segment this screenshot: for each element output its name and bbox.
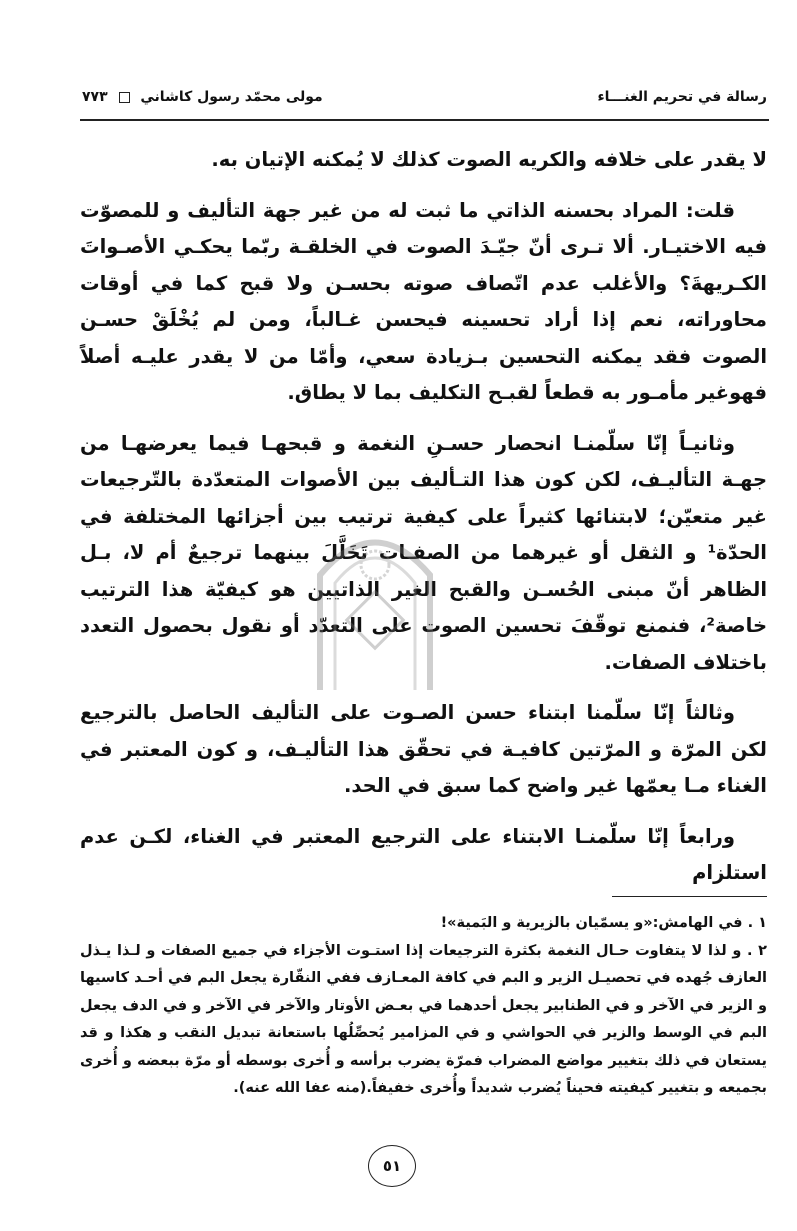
author-name: مولى محمّد رسول كاشاني xyxy=(140,89,323,105)
footnotes xyxy=(80,910,767,1103)
footnote-number: ٢ xyxy=(758,942,767,959)
header-divider xyxy=(80,119,769,121)
main-text xyxy=(80,142,767,892)
running-header xyxy=(82,82,767,112)
paragraph-text: لا يقدر على خلافه والكريه الصوت كذلك لا يُمكنه الإتيان به. xyxy=(211,148,767,171)
paragraph xyxy=(80,193,767,412)
book-title: رسالة في تحريم الغنـــاء xyxy=(597,89,767,105)
paragraph xyxy=(80,695,767,805)
footnote-divider xyxy=(612,896,767,897)
volume-page-number: ٧٧٣ xyxy=(82,89,108,105)
footnote xyxy=(80,938,767,1103)
paragraph-text: المراد بحسنه الذاتي ما ثبت له من غير جهة التأليف و للمصوّت فيه الاختيـار. ألا تـرى أنّ جيّـدَ الصوت في الخلقـة ربّما يحكـي الأصـواتَ الكـريهةَ؟ والأغلب عدم اتّصاف صوته بحسـن ولا قبح كما في أوقات محاوراته، نعم إذا أراد تحسينه فيحسن غـالباً، ومن لم يُخْلَقْ حسـن الصوت فقد يمكنه التحسين بـزيادة سعي، وأمّا من لا يقدر عليـه أصلاً فهوغير مأمـور به قطعاً لقبـح التكليف بما لا يطاق. xyxy=(80,198,767,404)
paragraph-text: ورابعاً إنّا سلّمنـا الابتناء على الترجيع المعتبر في الغناء، لكـن عدم استلزام xyxy=(80,824,767,884)
author-and-page xyxy=(82,89,323,105)
footnote-number: ١ xyxy=(758,915,767,931)
footnote-text: و لذا لا يتفاوت حـال النغمة بكثرة الترجيعات إذا استـوت الأجزاء في جميع الصفات و لـذا يـذل العازف جُهده في تحصيـل الزير و البم في كافة المعـازف ففي النقّارة يجعل البم في أحـد كاسيها و الزير في الآخر و في الطنابير يجعل أحدهما في بعـض الأوتار والآخر في الآخر و في الدف يجعل البم في الوسط والزير في الحواشي و في المزامير يُحصِّلُها باستعانة تبديل النقب و هكذا و قد يستعان في ذلك بتغيير مواضع المضراب فمرّة يضرب برأسه و أُخرى بوسطه أو مرّة ببعضه و أُخرى بجميعه و بتغيير كيفيته فحيناً يُضرب شديداً وأُخرى خفيفاً.(منه عفا الله عنه). xyxy=(80,942,767,1096)
paragraph-text: وثانيـاً إنّا سلّمنـا انحصار حسـنِ النغمة و قبحهـا فيما يعرضهـا من جهـة التأليـف، لكن كون هذا التـأليف بين الأصوات المتعدّدة بالتّرجيعات غير متعيّن؛ لابتنائها كثيراً على كيفية ترتيب بين أجزائها المختلفة في الحدّة¹ و الثقل أو غيرهما من الصفـات تَخَلَّلَ بينهما ترجيعٌ أم لا، بـل الظاهر أنّ مبنى الحُسـن والقبح الغير الذاتيين هو كيفيّة هذا الترتيب خاصة²، فنمنع توقّفَ تحسين الصوت على التعدّد أو نقول بحصول التعدد باختلاف الصفات. xyxy=(80,431,767,674)
page-number: ٥١ xyxy=(382,1157,402,1175)
paragraph xyxy=(80,142,767,179)
page-number-badge xyxy=(368,1145,416,1187)
footnote-separator: . xyxy=(741,942,759,959)
paragraph xyxy=(80,426,767,682)
paragraph-text: وثالثاً إنّا سلّمنا ابتناء حسن الصـوت على التأليف الحاصل بالترجيع لكن المرّة و المرّتين كافيـة في تحقّق هذا التأليـف، و كون المعتبر في الغناء مـا يعمّها غير واضح كما سبق في الحد. xyxy=(80,701,767,797)
paragraph-lead: قلت: xyxy=(685,198,735,222)
footnote-separator: . xyxy=(742,915,759,931)
paragraph xyxy=(80,819,767,892)
footnote xyxy=(80,910,767,938)
footnote-text: في الهامش:«و يسمّيان بالزيرية و البَمية»! xyxy=(440,915,743,931)
square-ornament-icon xyxy=(119,92,130,103)
